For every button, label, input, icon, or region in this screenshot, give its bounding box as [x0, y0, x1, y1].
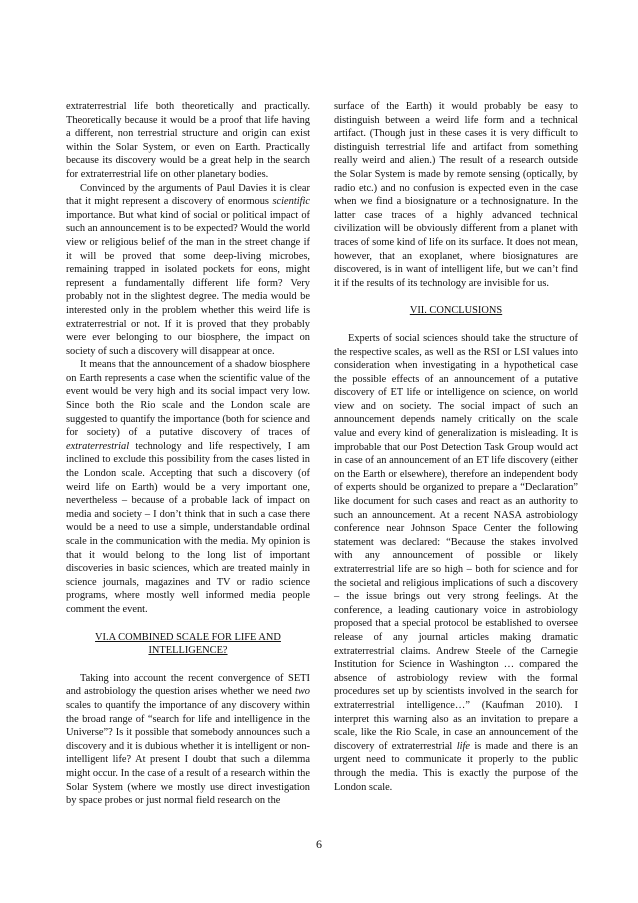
- paragraph: Taking into account the recent convergence of SETI and astrobiology the question arises whether we need two scales to quantify the importance of any discovery within the broad range of “search for life and intelligence in the Universe”? Is it possible that somebody announces such a discovery and it is dubious whether it is intelligent or non-intelligent life? At present I doubt that such a dilemma might occur. In the case of a result of a research within the Solar System (where we mostly use direct investigation by space probes or just normal field research on the: [66, 672, 310, 807]
- paragraph: Convinced by the arguments of Paul Davies it is clear that it might represent a discovery of enormous scientific importance. But what kind of social or political impact of such an announcement is to be expected? Would the world view or religious belief of the man in the street change if it will be proved that some deep-living microbes, remaining trapped in isolated pockets for eons, might represent a fundamentally different life form? Very probably not in the slightest degree. The media would be interested only in the problem whether this weird life is extraterrestrial or not. If it is proved that they probably were ever belonging to our biosphere, the impact on society of such a discovery will disappear at once.: [66, 182, 310, 357]
- section-heading: VII. CONCLUSIONS: [409, 305, 503, 317]
- paragraph: surface of the Earth) it would probably be easy to distinguish between a weird life form and a technical artifact. (Though just in these cases it is very difficult to distinguish terrestrial life and artifact from something really weird and alien.) The result of a research outside the Solar System is made by remote sensing (optically, by radio etc.) and no confusion is expected even in the case when we find a biosignature or a technosignature. In the latter case traces of a highly advanced technical civilization will be obviously different from a planet with traces of some kind of life on its surface. It does not mean, however, that an exoplanet, where biosignatures are discovered, is in want of intelligent life, but we can’t find it if the results of its technology are invisible for us.: [334, 101, 578, 289]
- paragraph: Experts of social sciences should take the structure of the respective scales, as well as the RSI or LSI values into consideration when investigating in a hypothetical case the possible effects of an announcement of a putative discovery of ET life or intelligence on science, on world view and on society. The social impact of such an announcement depends namely critically on the scale value and every kind of generalization is misleading. It is improbable that our Post Detection Task Group would act in case of an announcement of an ET life discovery (either on the Earth or elsewhere), therefore an independent body of experts should be organized to prepare a “Declaration” like document for such cases and react as an authority to such an announcement. At a recent NASA astrobiology conference near Johnson Space Center the following statement was declared: “Because the stakes involved with any announcement of possible or likely extraterrestrial life are so high – both for science and for the societal and religious implications of such a discovery – the issue brings out very strong feelings. At the conference, a leading cautionary voice in astrobiology proposed that a special protocol be established to oversee release of any journal articles making dramatic extraterrestrial claims. Andrew Steele of the Carnegie Institution for Science in Washington … compared the absence of astrobiology review with the formal procedures set up by scientists involved in the search for extraterrestrial intelligence…” (Kaufman 2010). I interpret this warning also as an invitation to prepare a scale, like the Rio Scale, in case an announcement of the discovery of extraterrestrial life is made and there is an urgent need to communicate it properly to the public through the media. This is exactly the purpose of the London scale.: [334, 332, 579, 793]
- paragraph: extraterrestrial life both theoretically and practically. Theoretically because it would be a proof that life having a different, non terrestrial structure and origin can exist within the Solar System, or even on Earth. Practically because its discovery would be a great help in the search for extraterrestrial life on other planetary bodies.: [66, 101, 310, 180]
- emphasis: two: [294, 686, 310, 698]
- section-heading-line: VI.A COMBINED SCALE FOR LIFE AND: [95, 631, 281, 643]
- page-number: 6: [316, 837, 322, 851]
- emphasis: life: [456, 740, 470, 752]
- paragraph: It means that the announcement of a shadow biosphere on Earth represents a case when the scientific value of the event would be very high and its social impact very low. Since both the Rio scale and the London scale are suggested to quantify the importance (both for science and for society) of a putative discovery of traces of extraterrestrial technology and life respectively, I am inclined to exclude this possibility from the cases listed in the London scale. Accepting that such a discovery (of weird life on Earth) would be a very important one, nevertheless – because of a probable lack of impact on media and society – I don’t think that in such a case there would be a need to use a simple, understandable ordinal scale in the communication with the media. My opinion is that it would belong to the long list of important discoveries in basic sciences, which are treated mainly in science journals, magazines and TV or radio science programs, where mostly well informed media people comment the event.: [66, 359, 310, 615]
- emphasis: scientific: [272, 196, 310, 208]
- right-column: [334, 100, 578, 794]
- section-heading: [66, 631, 310, 658]
- left-column: [66, 100, 310, 808]
- section-heading-line: INTELLIGENCE?: [148, 645, 228, 657]
- emphasis: extraterrestrial: [66, 440, 130, 452]
